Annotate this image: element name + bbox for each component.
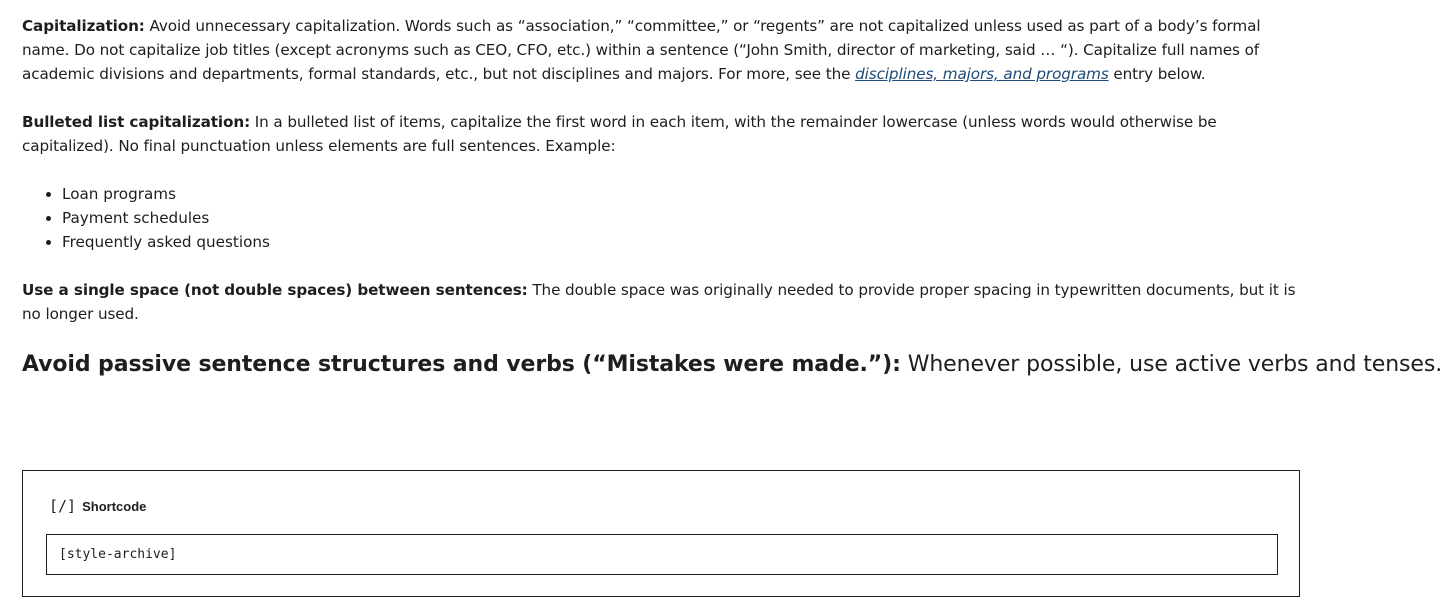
shortcode-block[interactable]: [22, 470, 1300, 597]
single-space-paragraph[interactable]: [22, 278, 1307, 326]
list-item[interactable]: • Loan programs: [62, 182, 1307, 206]
single-space-text: The double space was originally needed to provide proper spacing in typewritten documents, but it is no longer used.: [22, 281, 1296, 323]
bulleted-list-heading: Bulleted list capitalization:: [22, 113, 251, 131]
shortcode-block-label: [49, 497, 146, 515]
capitalization-paragraph[interactable]: [22, 14, 1307, 86]
shortcode-icon: [/]: [49, 497, 77, 515]
list-item[interactable]: • Frequently asked questions: [62, 230, 1307, 254]
capitalization-text: Avoid unnecessary capitalization. Words such as “association,” “committee,” or “regents” are not capitalized unless used as part of a body’s formal name. Do not capitalize job titles (except acronyms such as CEO, CFO, etc.) within a sentence (“John Smith, director of marketing, said … “). Capitalize full names of academic divisions and departments, formal standards, etc., but not disciplines and majors. For more, see the: [22, 17, 1261, 83]
bulleted-list-paragraph[interactable]: [22, 110, 1307, 158]
passive-voice-paragraph[interactable]: [22, 350, 1442, 380]
shortcode-input[interactable]: [46, 534, 1278, 575]
passive-voice-text: Whenever possible, use active verbs and tenses.: [900, 352, 1442, 377]
bulleted-list-text: In a bulleted list of items, capitalize the first word in each item, with the remainder lowercase (unless words would otherwise be capitalized). No final punctuation unless elements are full sentences. Example:: [22, 113, 1217, 155]
editor-content: [22, 14, 1442, 380]
example-bulleted-list[interactable]: [22, 182, 1307, 254]
single-space-heading: Use a single space (not double spaces) between sentences:: [22, 281, 528, 299]
passive-voice-heading: Avoid passive sentence structures and verbs (“Mistakes were made.”):: [22, 352, 901, 377]
capitalization-heading: Capitalization:: [22, 17, 145, 35]
list-item[interactable]: • Payment schedules: [62, 206, 1307, 230]
shortcode-block-title: Shortcode: [82, 498, 147, 514]
capitalization-text-end: entry below.: [1108, 65, 1206, 83]
disciplines-majors-programs-link[interactable]: disciplines, majors, and programs: [855, 65, 1109, 83]
